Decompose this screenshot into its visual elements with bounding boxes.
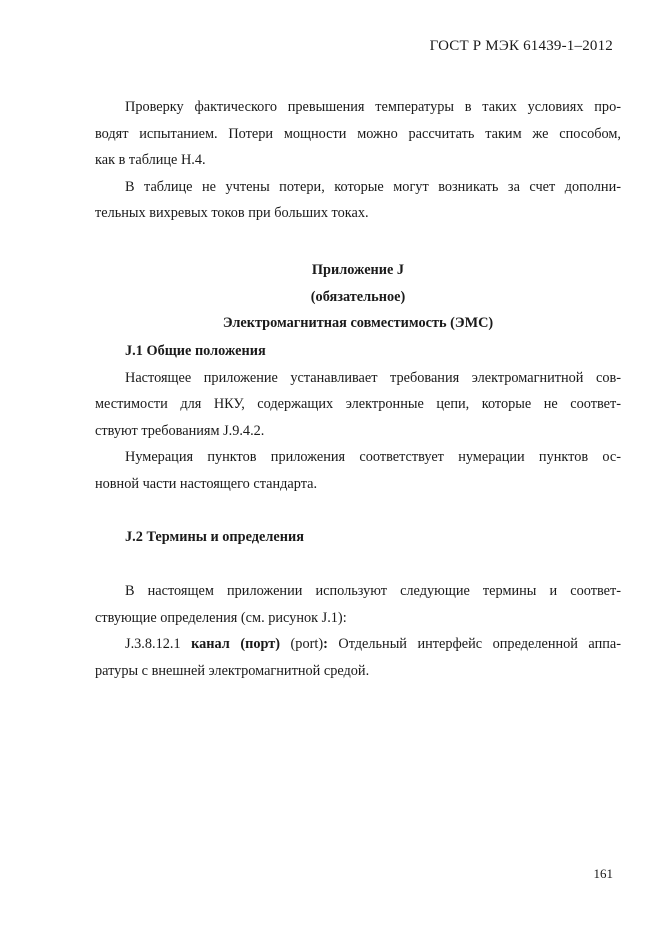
definition-colon: : [323, 636, 328, 652]
intro-p1-line3: как в таблице Н.4. [95, 152, 206, 168]
section-1-p1-line1: Настоящее приложение устанавливает требования электромагнитной сов- [125, 369, 621, 386]
definition-english: (port) [290, 636, 324, 652]
section-1-p1-line3: ствуют требованиям J.9.4.2. [95, 422, 265, 439]
annex-title: Приложение J [311, 262, 405, 278]
section-1-p2-line2: новной части настоящего стандарта. [95, 475, 318, 492]
definition-term: канал (порт) [191, 636, 281, 652]
definition-line2: ратуры с внешней электромагнитной средой. [95, 662, 370, 679]
intro-p1-line1: Проверку фактического превышения температуры в таких условиях про- [125, 99, 621, 115]
section-2-body [95, 578, 621, 684]
intro-p2-line2: тельных вихревых токов при больших токах. [95, 205, 369, 221]
section-2-p1-line1: В настоящем приложении используют следующие термины и соответ- [125, 583, 621, 599]
section-2-p1-line2: ствующие определения (см. рисунок J.1): [95, 609, 347, 626]
section-1-p2-line1: Нумерация пунктов приложения соответствует нумерации пунктов ос- [125, 449, 621, 465]
definition-number: J.3.8.12.1 [125, 636, 181, 652]
definition-text: Отдельный интерфейс определенной аппа- [338, 636, 622, 652]
section-2 [95, 524, 621, 551]
intro-p2-line1: В таблице не учтены потери, которые могут возникать за счет дополни- [125, 178, 621, 195]
intro-p1-line2: водят испытанием. Потери мощности можно рассчитать таким же способом, [95, 125, 621, 142]
definition-line1 [95, 631, 621, 658]
page-number: 161 [593, 866, 613, 881]
document-header: ГОСТ Р МЭК 61439-1–2012 [429, 38, 613, 54]
annex-heading-block [95, 257, 621, 337]
section-1-heading: J.1 Общие положения [125, 343, 266, 359]
annex-status: (обязательное) [310, 288, 406, 305]
section-2-heading: J.2 Термины и определения [125, 529, 304, 545]
intro-block [95, 94, 621, 227]
section-1-p1-line2: местимости для НКУ, содержащих электронные цепи, которые не соответ- [95, 396, 621, 412]
section-1 [95, 338, 621, 497]
annex-name: Электромагнитная совместимость (ЭМС) [222, 315, 494, 331]
